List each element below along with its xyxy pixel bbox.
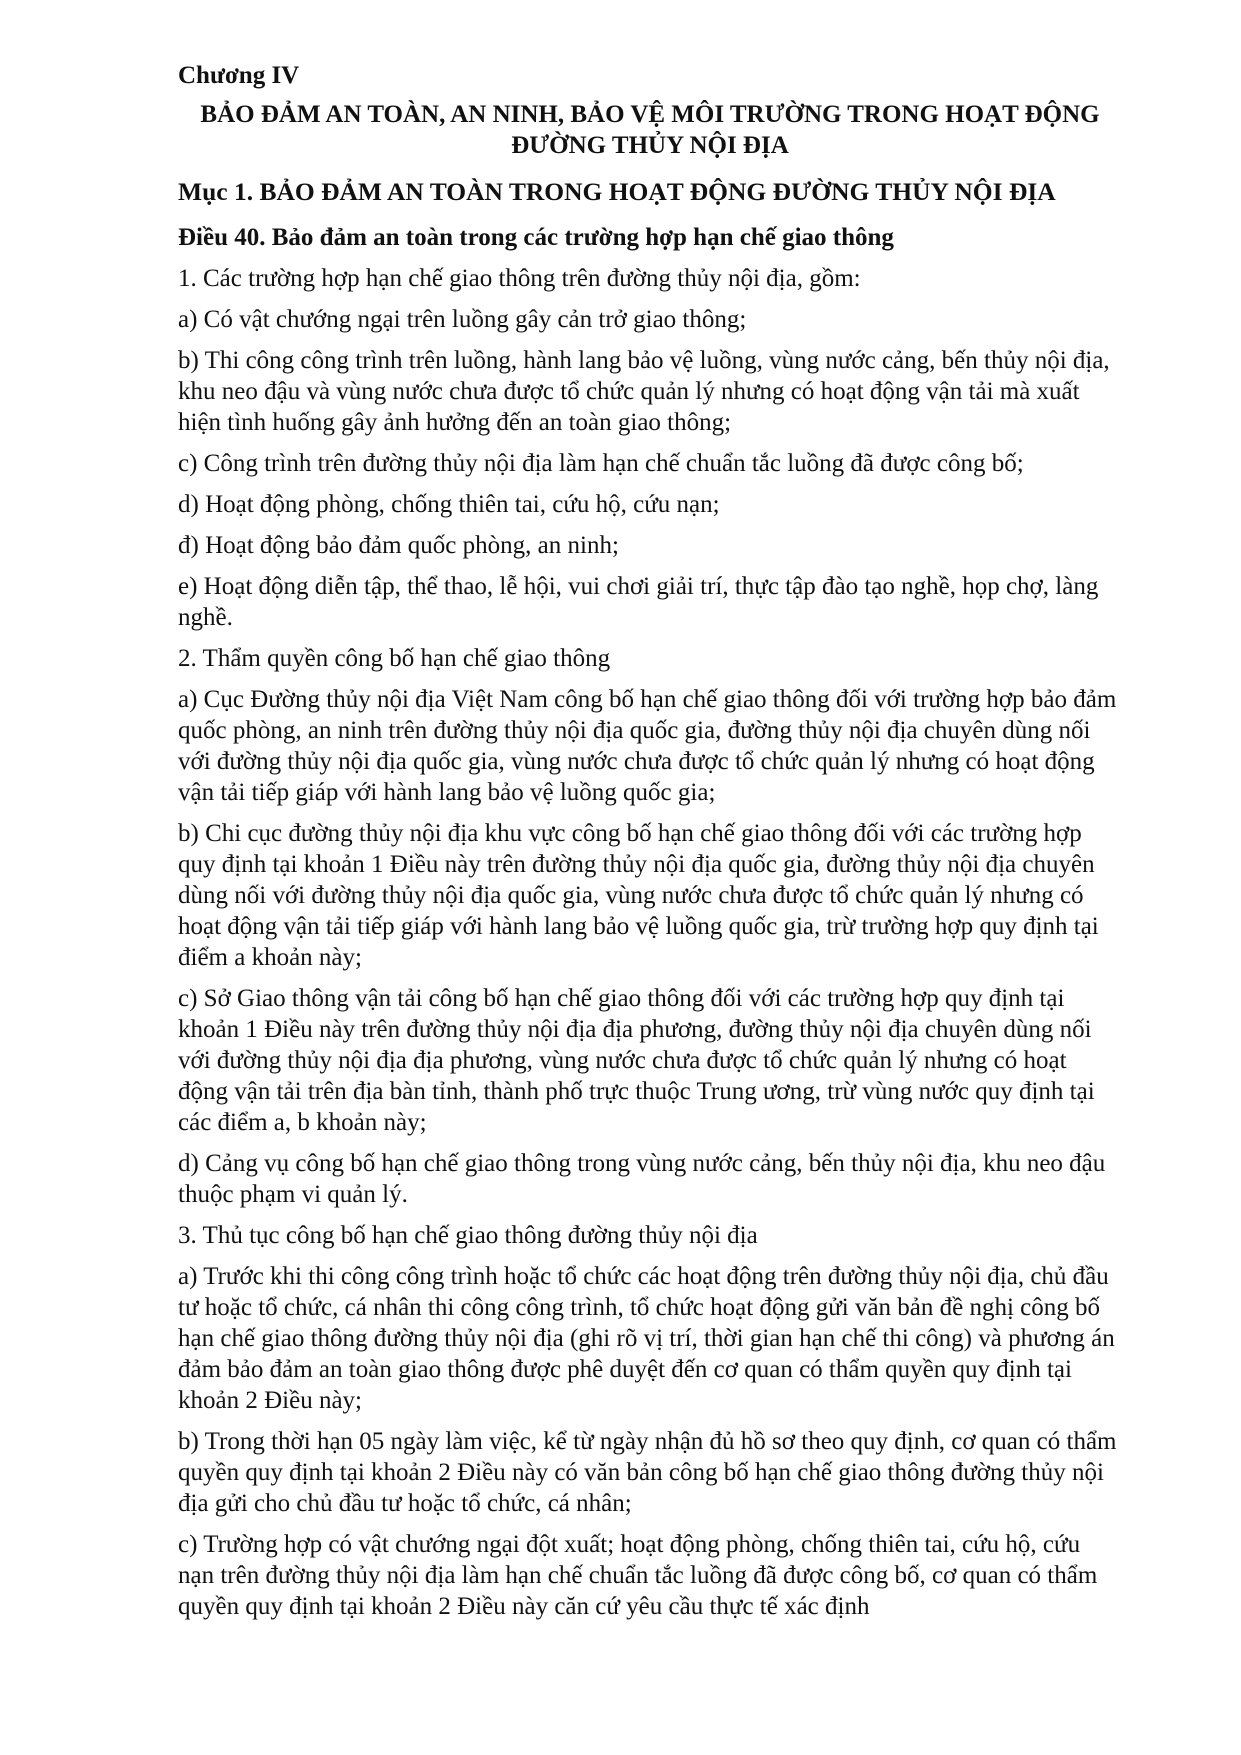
paragraph: b) Chi cục đường thủy nội địa khu vực công bố hạn chế giao thông đối với các trường hợp quy định tại khoản 1 Điều này trên đường thủy nội địa quốc gia, đường thủy nội địa chuyên dùng nối với đường thủy nội địa quốc gia, vùng nước chưa được tổ chức quản lý nhưng có hoạt động vận tải tiếp giáp với hành lang bảo vệ luồng quốc gia, trừ trường hợp quy định tại điểm a khoản này;: [178, 820, 1099, 971]
paragraph: b) Thi công công trình trên luồng, hành lang bảo vệ luồng, vùng nước cảng, bến thủy nội địa, khu neo đậu và vùng nước chưa được tổ chức quản lý nhưng có hoạt động vận tải mà xuất hiện tình huống gây ảnh hưởng đến an toàn giao thông;: [178, 347, 1110, 436]
paragraph: d) Hoạt động phòng, chống thiên tai, cứu hộ, cứu nạn;: [178, 491, 720, 518]
paragraph: c) Trường hợp có vật chướng ngại đột xuất; hoạt động phòng, chống thiên tai, cứu hộ, cứu nạn trên đường thủy nội địa làm hạn chế chuẩn tắc luồng đã được công bố, cơ quan có thẩm quyền quy định tại khoản 2 Điều này căn cứ yêu cầu thực tế xác định: [178, 1531, 1098, 1620]
section-title: Mục 1. BẢO ĐẢM AN TOÀN TRONG HOẠT ĐỘNG ĐƯỜNG THỦY NỘI ĐỊA: [178, 177, 1056, 206]
chapter-title: BẢO ĐẢM AN TOÀN, AN NINH, BẢO VỆ MÔI TRƯỜNG TRONG HOẠT ĐỘNG ĐƯỜNG THỦY NỘI ĐỊA: [200, 101, 1100, 159]
paragraph: 3. Thủ tục công bố hạn chế giao thông đường thủy nội địa: [178, 1222, 758, 1249]
paragraph: b) Trong thời hạn 05 ngày làm việc, kể từ ngày nhận đủ hồ sơ theo quy định, cơ quan có thẩm quyền quy định tại khoản 2 Điều này có văn bản công bố hạn chế giao thông đường thủy nội địa gửi cho chủ đầu tư hoặc tổ chức, cá nhân;: [178, 1428, 1117, 1517]
paragraph: d) Cảng vụ công bố hạn chế giao thông trong vùng nước cảng, bến thủy nội địa, khu neo đậu thuộc phạm vi quản lý.: [178, 1150, 1106, 1208]
paragraph: a) Trước khi thi công công trình hoặc tổ chức các hoạt động trên đường thủy nội địa, chủ đầu tư hoặc tổ chức, cá nhân thi công công trình, tổ chức hoạt động gửi văn bản đề nghị công bố hạn chế giao thông đường thủy nội địa (ghi rõ vị trí, thời gian hạn chế thi công) và phương án đảm bảo đảm an toàn giao thông được phê duyệt đến cơ quan có thẩm quyền quy định tại khoản 2 Điều này;: [178, 1263, 1115, 1414]
paragraph: 2. Thẩm quyền công bố hạn chế giao thông: [178, 645, 611, 672]
paragraph: đ) Hoạt động bảo đảm quốc phòng, an ninh;: [178, 532, 619, 559]
chapter-heading: Chương IV: [178, 62, 300, 89]
paragraph: a) Có vật chướng ngại trên luồng gây cản trở giao thông;: [178, 306, 747, 333]
paragraph: c) Sở Giao thông vận tải công bố hạn chế giao thông đối với các trường hợp quy định tại khoản 1 Điều này trên đường thủy nội địa địa phương, đường thủy nội địa chuyên dùng nối với đường thủy nội địa địa phương, vùng nước chưa được tổ chức quản lý nhưng có hoạt động vận tải trên địa bàn tỉnh, thành phố trực thuộc Trung ương, trừ vùng nước quy định tại các điểm a, b khoản này;: [178, 985, 1095, 1136]
paragraph: c) Công trình trên đường thủy nội địa làm hạn chế chuẩn tắc luồng đã được công bố;: [178, 450, 1024, 477]
document-body: [178, 60, 1122, 1622]
paragraph: a) Cục Đường thủy nội địa Việt Nam công bố hạn chế giao thông đối với trường hợp bảo đảm quốc phòng, an ninh trên đường thủy nội địa quốc gia, đường thủy nội địa chuyên dùng nối với đường thủy nội địa quốc gia, vùng nước chưa được tổ chức quản lý nhưng có hoạt động vận tải tiếp giáp với hành lang bảo vệ luồng quốc gia;: [178, 686, 1117, 806]
paragraph: e) Hoạt động diễn tập, thể thao, lễ hội, vui chơi giải trí, thực tập đào tạo nghề, họp chợ, làng nghề.: [178, 573, 1099, 631]
article-title: Điều 40. Bảo đảm an toàn trong các trường hợp hạn chế giao thông: [178, 224, 894, 251]
paragraph: 1. Các trường hợp hạn chế giao thông trên đường thủy nội địa, gồm:: [178, 265, 861, 292]
